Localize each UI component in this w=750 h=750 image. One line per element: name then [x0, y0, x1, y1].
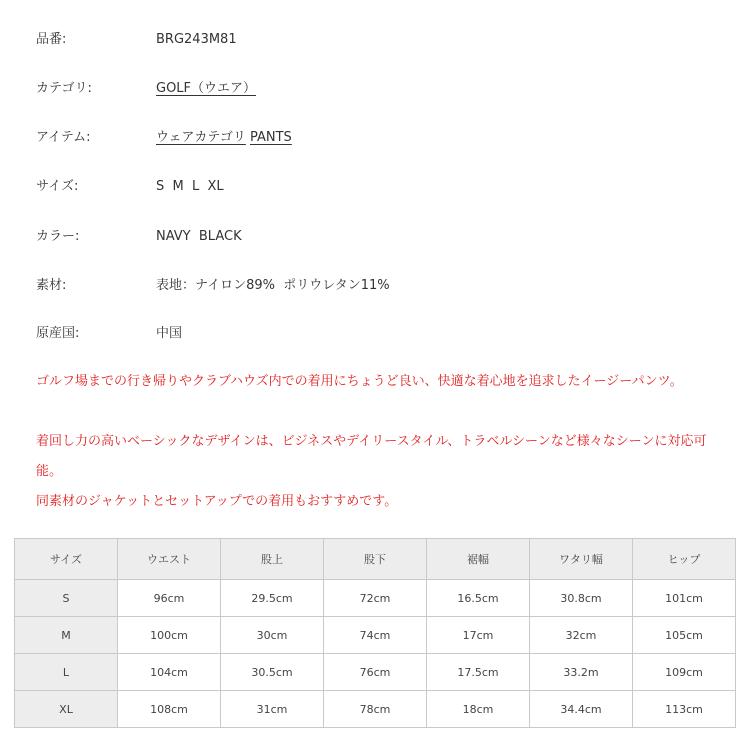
description-paragraph-1: ゴルフ場までの行き帰りやクラブハウズ内での着用にちょうど良い、快適な着心地を追求したイージーパンツ。 — [36, 374, 683, 389]
table-cell: 30.8cm — [530, 580, 633, 617]
table-cell: 101cm — [633, 580, 736, 617]
table-cell: 32cm — [530, 617, 633, 654]
header-size: サイズ — [15, 539, 118, 580]
size-cell: M — [15, 617, 118, 654]
product-code-value: BRG243M81 — [156, 32, 237, 47]
pants-link[interactable]: PANTS — [249, 130, 292, 145]
description-paragraph-3: 同素材のジャケットとセットアップでの着用もおすすめです。 — [36, 494, 398, 509]
table-row — [15, 580, 736, 617]
table-cell: 108cm — [118, 691, 221, 728]
spec-label: カテゴリ: — [36, 81, 92, 96]
size-cell: XL — [15, 691, 118, 728]
size-cell: L — [15, 654, 118, 691]
table-row — [15, 617, 736, 654]
table-cell: 76cm — [324, 654, 427, 691]
item-links — [156, 127, 292, 149]
description-paragraph-2: 着回し力の高いベーシックなデザインは、ビジネスやデイリースタイル、トラベルシーンなど様々なシーンに対応可能。 — [36, 434, 707, 479]
table-cell: 33.2m — [530, 654, 633, 691]
spec-label: カラー: — [36, 229, 80, 244]
spec-label: 品番: — [36, 32, 67, 47]
table-cell: 105cm — [633, 617, 736, 654]
color-value: NAVY BLACK — [156, 229, 242, 244]
header-thigh-width: ワタリ幅 — [530, 539, 633, 580]
table-cell: 104cm — [118, 654, 221, 691]
spec-label: 原産国: — [36, 326, 80, 341]
table-cell: 17cm — [427, 617, 530, 654]
size-cell: S — [15, 580, 118, 617]
table-cell: 34.4cm — [530, 691, 633, 728]
table-cell: 16.5cm — [427, 580, 530, 617]
table-cell: 113cm — [633, 691, 736, 728]
table-cell: 17.5cm — [427, 654, 530, 691]
table-cell: 78cm — [324, 691, 427, 728]
header-rise: 股上 — [221, 539, 324, 580]
table-cell: 18cm — [427, 691, 530, 728]
spec-label: アイテム: — [36, 130, 91, 145]
header-waist: ウエスト — [118, 539, 221, 580]
table-row — [15, 691, 736, 728]
origin-value: 中国 — [156, 326, 183, 341]
size-table — [14, 538, 736, 728]
category-link[interactable]: GOLF（ウエア） — [156, 81, 257, 96]
material-value: 表地：ナイロン89% ポリウレタン11% — [156, 278, 390, 293]
table-cell: 30cm — [221, 617, 324, 654]
size-value: S M L XL — [156, 179, 224, 194]
table-cell: 100cm — [118, 617, 221, 654]
header-hem-width: 裾幅 — [427, 539, 530, 580]
table-cell: 30.5cm — [221, 654, 324, 691]
header-inseam: 股下 — [324, 539, 427, 580]
table-cell: 31cm — [221, 691, 324, 728]
spec-label: サイズ: — [36, 179, 79, 194]
table-cell: 72cm — [324, 580, 427, 617]
spec-label: 素材: — [36, 278, 67, 293]
table-cell: 96cm — [118, 580, 221, 617]
table-cell: 29.5cm — [221, 580, 324, 617]
wear-category-link[interactable]: ウェアカテゴリ — [156, 130, 246, 145]
table-row — [15, 654, 736, 691]
table-header-row — [15, 539, 736, 580]
table-cell: 109cm — [633, 654, 736, 691]
table-cell: 74cm — [324, 617, 427, 654]
header-hip: ヒップ — [633, 539, 736, 580]
